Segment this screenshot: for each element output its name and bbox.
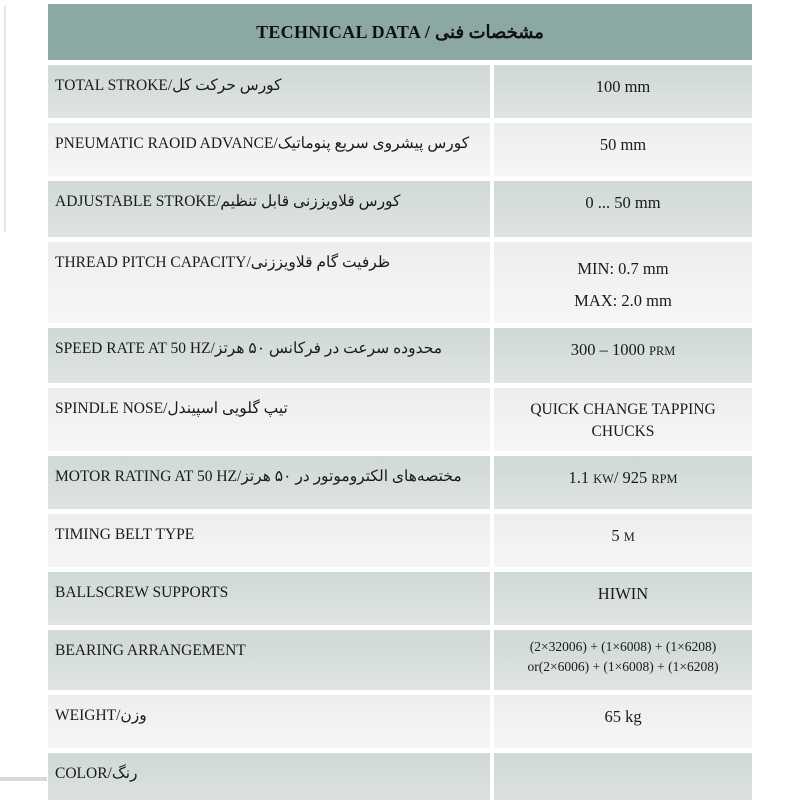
row-value-line [604, 706, 641, 728]
row-value-text: 5 [611, 526, 624, 545]
row-value-line [577, 253, 668, 285]
row-value-text: or(2×6006) + (1×6008) + (1×6208) [527, 659, 719, 674]
row-value-unit: M [623, 530, 635, 544]
table-row [48, 181, 752, 237]
table-title: TECHNICAL DATA / مشخصات فنی [256, 21, 544, 42]
row-value-text: MIN: 0.7 mm [577, 259, 669, 278]
table-row [48, 695, 752, 748]
row-label-cell [48, 630, 490, 690]
technical-data-table [48, 4, 752, 800]
row-label: MOTOR RATING AT 50 HZ/مختصه‌های الکتروموتور در ۵۰ هرتز [55, 468, 462, 485]
row-label: TIMING BELT TYPE [55, 526, 195, 543]
row-label: THREAD PITCH CAPACITY/ظرفیت گام قلاویززنی [55, 254, 391, 271]
row-value-text: 65 kg [604, 707, 642, 726]
row-label: ADJUSTABLE STROKE/کورس قلاویززنی قابل تنظیم [55, 193, 401, 210]
row-label-cell [48, 328, 490, 383]
row-label-cell [48, 181, 490, 237]
row-value-cell [494, 456, 752, 509]
row-value-cell [494, 753, 752, 800]
row-label-cell [48, 514, 490, 567]
row-label: SPEED RATE AT 50 HZ/محدوده سرعت در فرکانس ۵۰ هرتز [55, 340, 443, 357]
row-value-line [611, 525, 634, 548]
table-row [48, 456, 752, 509]
table-row [48, 388, 752, 451]
row-label-cell [48, 695, 490, 748]
row-value-line [585, 192, 660, 214]
row-value-cell [494, 514, 752, 567]
row-value-text: (2×32006) + (1×6008) + (1×6208) [529, 639, 717, 654]
row-value-cell [494, 630, 752, 690]
row-label: BEARING ARRANGEMENT [55, 642, 246, 659]
table-row [48, 242, 752, 323]
row-label-cell [48, 753, 490, 800]
table-row [48, 328, 752, 383]
row-label-cell [48, 572, 490, 625]
row-value-text: 300 – 1000 [570, 340, 650, 359]
table-row [48, 753, 752, 800]
table-body [48, 65, 752, 800]
row-label: WEIGHT/وزن [55, 707, 147, 724]
row-value-text: MAX: 2.0 mm [574, 291, 672, 310]
row-label: SPINDLE NOSE/تیپ گلویی اسپیندل [55, 400, 288, 417]
table-header [48, 4, 752, 60]
table-row [48, 514, 752, 567]
page-edge-line-vertical [4, 6, 6, 232]
row-value-cell [494, 242, 752, 323]
row-value-cell [494, 328, 752, 383]
row-value-unit: RPM [651, 472, 678, 486]
row-value-text: 100 mm [595, 77, 651, 96]
table-row [48, 65, 752, 118]
row-value-cell [494, 65, 752, 118]
table-row [48, 630, 752, 690]
row-label: PNEUMATIC RAOID ADVANCE/کورس پیشروی سریع پنوماتیک [55, 135, 470, 152]
row-value-text: 0 ... 50 mm [585, 193, 661, 212]
row-value-line [574, 285, 672, 317]
row-value-text: HIWIN [597, 584, 649, 603]
row-label-cell [48, 123, 490, 176]
row-value-line [592, 421, 655, 443]
row-value-line [596, 76, 651, 98]
row-value-line [598, 583, 648, 605]
row-value-text: CHUCKS [591, 423, 655, 440]
row-label-cell [48, 65, 490, 118]
row-label-cell [48, 456, 490, 509]
row-value-text: 50 mm [599, 135, 647, 154]
row-value-text: 1.1 [568, 468, 594, 487]
row-label: BALLSCREW SUPPORTS [55, 584, 229, 601]
row-value-line [571, 339, 675, 362]
page-edge-line-horizontal [0, 777, 47, 781]
row-label: TOTAL STROKE/کورس حرکت کل [55, 77, 282, 94]
row-label: COLOR/رنگ [55, 765, 138, 782]
row-value-cell [494, 572, 752, 625]
row-value-unit: KW [593, 472, 614, 486]
row-value-cell [494, 695, 752, 748]
table-row [48, 572, 752, 625]
row-value-line [527, 657, 718, 677]
row-value-text: QUICK CHANGE TAPPING [530, 401, 716, 418]
row-value-line [568, 467, 677, 490]
row-value-text: / 925 [613, 468, 652, 487]
row-label-cell [48, 242, 490, 323]
table-row [48, 123, 752, 176]
row-label-cell [48, 388, 490, 451]
row-value-cell [494, 388, 752, 451]
row-value-cell [494, 123, 752, 176]
row-value-line [530, 637, 717, 657]
row-value-line [600, 134, 646, 156]
row-value-cell [494, 181, 752, 237]
row-value-unit: PRM [649, 344, 676, 358]
row-value-line [530, 399, 715, 421]
